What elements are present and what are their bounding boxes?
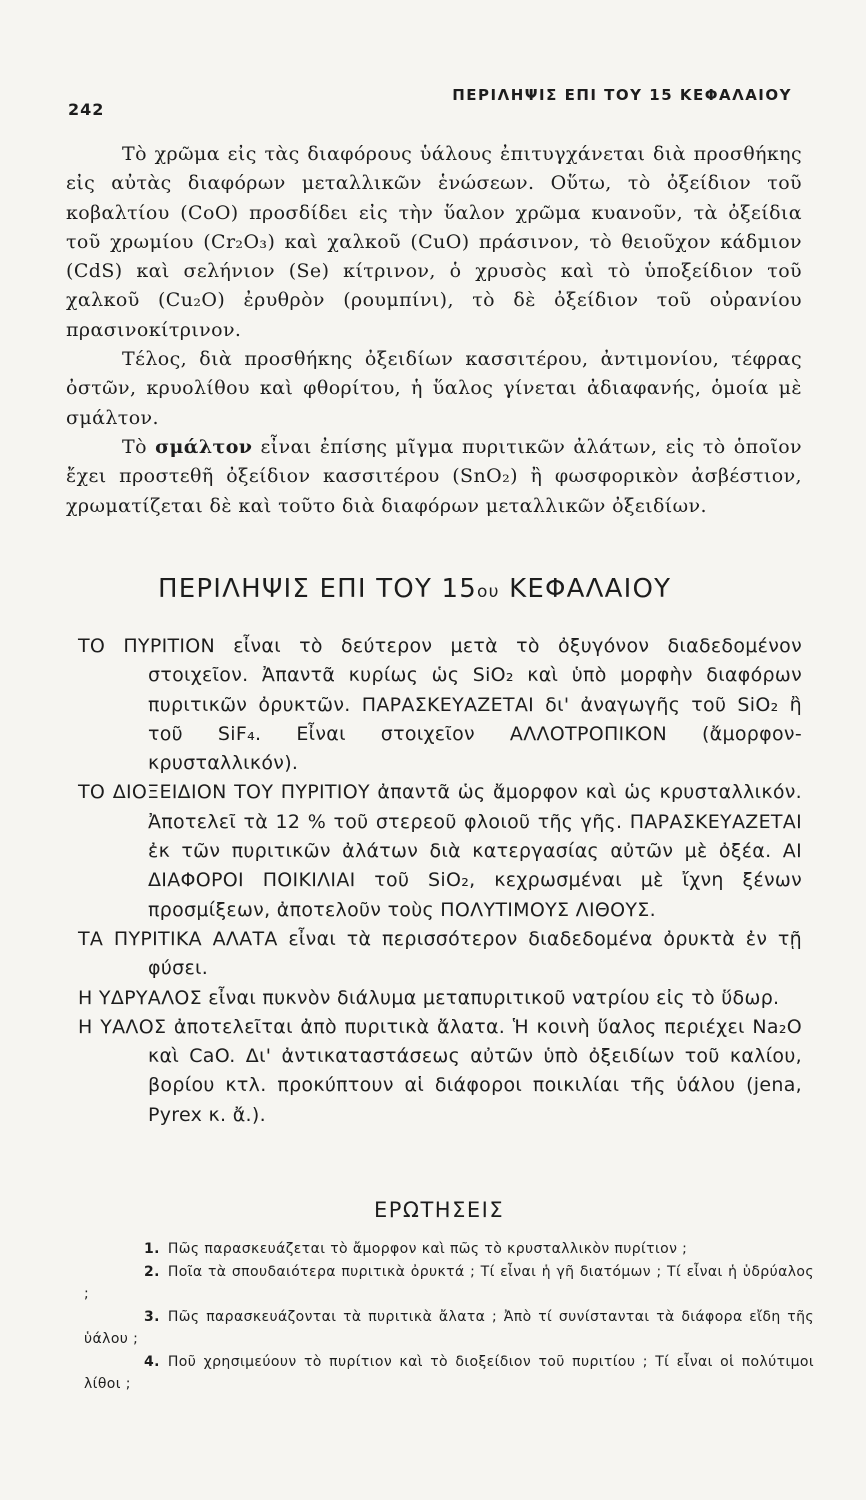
heading-suffix: ου xyxy=(476,582,500,602)
intro-paragraph: Τέλος, διὰ προσθήκης ὀξειδίων κασσιτέρου, ἀντιμονίου, τέφρας ὀστῶν, κρυολίθου καὶ φθορίτου, ἡ ὕαλος γίνεται ἀδιαφανής, ὁμοία μὲ σμάλτον. xyxy=(66,348,802,429)
question-text: Πῶς παρασκευάζονται τὰ πυριτικὰ ἄλατα ; Ἀπὸ τί συνίστανται τὰ διάφορα εἴδη τῆς ὑάλου ; xyxy=(84,1308,814,1347)
running-head: ΠΕΡΙΛΗΨΙΣ ΕΠΙ ΤΟΥ 15 ΚΕΦΑΛΑΙΟΥ xyxy=(452,86,792,104)
question-item xyxy=(84,1238,814,1261)
summary-heading xyxy=(158,574,738,604)
heading-text: ΠΕΡΙΛΗΨΙΣ ΕΠΙ ΤΟΥ 15 xyxy=(158,574,477,604)
question-number: 1. xyxy=(144,1241,160,1257)
question-text: Ποῦ χρησιμεύουν τὸ πυρίτιον καὶ τὸ διοξείδιον τοῦ πυριτίου ; Τί εἶναι οἱ πολύτιμοι λίθοι ; xyxy=(84,1353,814,1392)
summary-item: ΤΟ ΔΙΟΞΕΙΔΙΟΝ ΤΟΥ ΠΥΡΙΤΙΟΥ ἀπαντᾶ ὡς ἄμορφον καὶ ὡς κρυσταλλικόν. Ἀποτελεῖ τὰ 12 % τοῦ στερεοῦ φλοιοῦ τῆς γῆς. ΠΑΡΑΣΚΕΥΑΖΕΤΑΙ ἐκ τῶν πυριτικῶν ἀλάτων διὰ κατεργασίας αὐτῶν μὲ ὀξέα. ΑΙ ΔΙΑΦΟΡΟΙ ΠΟΙΚΙΛΙΑΙ τοῦ SiO₂, κεχρωσμέναι μὲ ἴχνη ξένων προσμίξεων, ἀποτελοῦν τοὺς ΠΟΛΥΤΙΜΟΥΣ ΛΙΘΟΥΣ. xyxy=(78,781,802,921)
question-item xyxy=(84,1261,814,1306)
bold-term: σμάλτον xyxy=(155,435,253,458)
text-fragment: εἶναι ἐπίσης μῖγμα πυριτικῶν ἀλάτων, εἰς τὸ ὁποῖον ἔχει προστεθῆ ὀξείδιον κασσιτέρου (SnO₂) ἢ φωσφορικὸν ἀσβέστιον, χρωματίζεται δὲ καὶ τοῦτο διὰ διαφόρων μεταλλικῶν ὀξειδίων. xyxy=(66,435,802,517)
heading-text: ΚΕΦΑΛΑΙΟΥ xyxy=(499,574,672,604)
summary-item: Η ΥΔΡΥΑΛΟΣ εἶναι πυκνὸν διάλυμα μεταπυριτικοῦ νατρίου εἰς τὸ ὕδωρ. xyxy=(78,986,780,1009)
intro-paragraph: Τὸ χρῶμα εἰς τὰς διαφόρους ὑάλους ἐπιτυγχάνεται διὰ προσθήκης εἰς αὐτὰς διαφόρων μεταλλικῶν ἑνώσεων. Οὕτω, τὸ ὀξείδιον τοῦ κοβαλτίου (CoO) προσδίδει εἰς τὴν ὕαλον χρῶμα κυανοῦν, τὰ ὀξείδια τοῦ χρωμίου (Cr₂O₃) καὶ χαλκοῦ (CuO) πράσινον, τὸ θειοῦχον κάδμιον (CdS) καὶ σελήνιον (Se) κίτρινον, ὁ χρυσὸς καὶ τὸ ὑποξείδιον τοῦ χαλκοῦ (Cu₂O) ἐρυθρὸν (ρουμπίνι), τὸ δὲ ὀξείδιον τοῦ οὐρανίου πρασινοκίτρινον. xyxy=(66,143,802,341)
intro-paragraph xyxy=(66,433,802,521)
text-fragment: Τὸ xyxy=(122,435,156,458)
questions-list xyxy=(84,1238,814,1396)
summary-item: ΤΑ ΠΥΡΙΤΙΚΑ ΑΛΑΤΑ εἶναι τὰ περισσότερον διαδεδομένα ὀρυκτὰ ἐν τῇ φύσει. xyxy=(78,927,802,980)
intro-section xyxy=(66,140,802,521)
summary-item: Η ΥΑΛΟΣ ἀποτελεῖται ἀπὸ πυριτικὰ ἄλατα. Ἡ κοινὴ ὕαλος περιέχει Na₂O καὶ CaO. Δι' ἀντικαταστάσεως αὐτῶν ὑπὸ ὀξειδίων τοῦ καλίου, βορίου κτλ. προκύπτουν αἱ διάφοροι ποικιλίαι τῆς ὑάλου (jena, Pyrex κ. ἄ.). xyxy=(78,1015,802,1126)
summary-list xyxy=(78,632,802,1130)
question-item xyxy=(84,1306,814,1351)
question-item xyxy=(84,1351,814,1396)
question-text: Ποῖα τὰ σπουδαιότερα πυριτικὰ ὀρυκτά ; Τί εἶναι ἡ γῆ διατόμων ; Τί εἶναι ἡ ὑδρύαλος ; xyxy=(84,1263,814,1302)
summary-item: ΤΟ ΠΥΡΙΤΙΟΝ εἶναι τὸ δεύτερον μετὰ τὸ ὀξυγόνον διαδεδομένον στοιχεῖον. Ἀπαντᾶ κυρίως ὡς SiO₂ καὶ ὑπὸ μορφὴν διαφόρων πυριτικῶν ὀρυκτῶν. ΠΑΡΑΣΚΕΥΑΖΕΤΑΙ δι' ἀναγωγῆς τοῦ SiO₂ ἢ τοῦ SiF₄. Εἶναι στοιχεῖον ΑΛΛΟΤΡΟΠΙΚΟΝ (ἄμορφον-κρυσταλλικόν). xyxy=(78,635,802,775)
question-text: Πῶς παρασκευάζεται τὸ ἄμορφον καὶ πῶς τὸ κρυσταλλικὸν πυρίτιον ; xyxy=(167,1241,688,1257)
question-number: 2. xyxy=(144,1263,160,1280)
question-number: 4. xyxy=(144,1353,160,1370)
page-number: 242 xyxy=(68,100,105,119)
questions-heading: ΕΡΩΤΗΣΕΙΣ xyxy=(374,1198,505,1222)
question-number: 3. xyxy=(144,1308,160,1325)
